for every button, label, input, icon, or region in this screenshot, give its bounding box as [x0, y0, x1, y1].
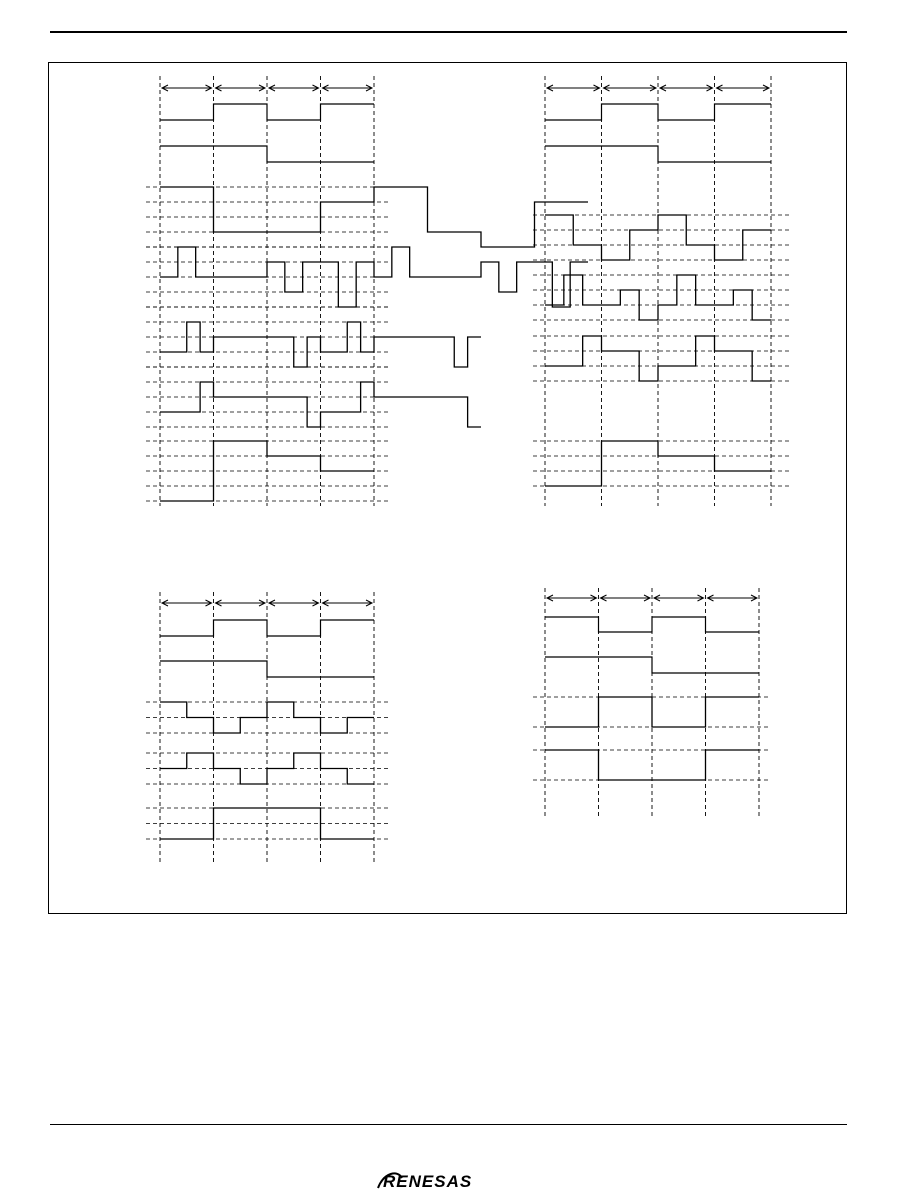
clock-waveform — [545, 146, 771, 162]
clock-waveform — [545, 104, 771, 120]
output-waveform — [545, 697, 759, 727]
clock-waveform — [160, 661, 374, 677]
output-waveform — [160, 247, 588, 307]
output-waveform — [160, 753, 374, 784]
waveform-panel-bottom-right — [533, 588, 770, 818]
clock-waveform — [545, 617, 759, 632]
clock-waveform — [160, 620, 374, 636]
logo-text: RENESAS — [383, 1172, 473, 1191]
output-waveform — [160, 382, 481, 427]
clock-waveform — [160, 146, 374, 162]
clock-waveform — [545, 657, 759, 673]
clock-waveform — [160, 104, 374, 120]
waveform-panel-bottom-left — [146, 592, 388, 862]
waveform-panel-top-right — [533, 76, 790, 506]
waveform-panel-top-left — [146, 76, 588, 506]
renesas-logo — [376, 1166, 526, 1196]
bottom-rule — [50, 1124, 847, 1125]
